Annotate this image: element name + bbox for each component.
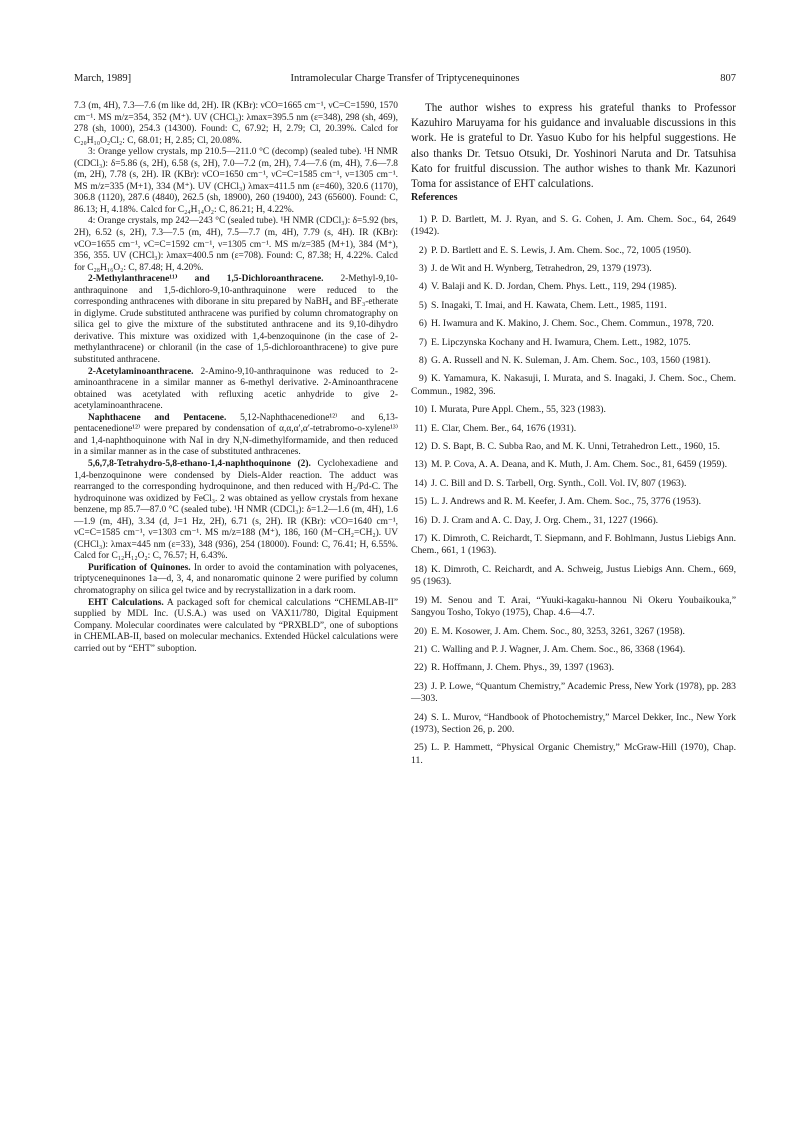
reference-text: E. Clar, Chem. Ber., 64, 1676 (1931). — [431, 422, 577, 434]
paragraph-text: 3: Orange yellow crystals, mp 210.5—211.0 °C (decomp) (sealed tube). ¹H NMR (CDCl₃): δ=5.86 (s, 2H), 6.58 (s, 2H), 7.0—7.2 (m, 2H), 7.4—7.6 (m, 4H), 7.6—7.8 (m, 2H), 7.78 (s, 2H). IR (KBr): νCO=1650 cm⁻¹, νC=C=1585 cm⁻¹, ν=1305 cm⁻¹. MS m/z=335 (M+1), 334 (M⁺). UV (CHCl₃) λmax=411.5 nm (ε=460), 320.6 (1170), 306.8 (1120), 287.6 (4840), 262.5 (sh, 18900), 260 (19400), 243 (65600). Found: C, 86.13; H, 4.18%. Calcd for C₂₄H₁₄O₂: C, 86.21; H, 4.22%. — [74, 147, 398, 215]
paragraph-text: 4: Orange crystals, mp 242—243 °C (sealed tube). ¹H NMR (CDCl₃): δ=5.92 (brs, 2H), 6.52 (s, 2H), 7.3—7.5 (m, 4H), 7.5—7.7 (m, 4H), 7.79 (s, 4H). IR (KBr): νCO=1655 cm⁻¹, νC=C=1592 cm⁻¹, ν=1305 cm⁻¹. MS m/z=385 (M+1), 384 (M⁺), 356, 355. UV (CHCl₃): λmax=400.5 nm (ε=708). Found: C, 87.38; H, 4.22%. Calcd for C₂₈H₁₆O₂: C, 87.48; H, 4.20%. — [74, 216, 398, 273]
paragraph-text: In order to avoid the contamination with polyacenes, triptycenequinones 1a—d, 3, 4, and nonaromatic quinone 2 were purified by column chromatography on silica gel twice and by recrystallization in a dark room. — [74, 562, 398, 596]
reference-list — [411, 214, 736, 767]
reference-text: R. Hoffmann, J. Chem. Phys., 39, 1397 (1963). — [431, 662, 615, 674]
paragraph — [74, 367, 398, 413]
reference-text: V. Balaji and K. D. Jordan, Chem. Phys. Lett., 119, 294 (1985). — [431, 281, 677, 293]
reference-item — [411, 712, 736, 737]
acknowledgment: The author wishes to express his grateful thanks to Professor Kazuhiro Maruyama for his guidance and invaluable discussions in this work. He is grateful to Dr. Yasuo Kubo for his helpful suggestions. He also thanks Dr. Tetsuo Otsuki, Dr. Yoshinori Naruta and Dr. Tatsuhisa Kato for fruitful discussion. The author wishes to thank Mr. Kazunori Toma for assistance of EHT calculations. — [411, 102, 736, 191]
paragraph-text: 2-Methyl-9,10-anthraquinone and 1,5-dichloro-9,10-anthraquinone were reduced to the corresponding anthracenes with diborane in situ prepared by NaBH₄ and BF₃-etherate in diglyme. Crude substituted anthracene was purified by column chromatography on silica gel to give the mixture of the substituted anthracene and its 9,10-dihydro derivative. This mixture was oxidized with 1,4-benzoquinone (in the case of 2-methylanthracene) or chloranil (in the case of 1,5-dichloroanthracene) to give pure substituted anthracene. — [74, 274, 398, 366]
reference-item — [411, 595, 736, 620]
reference-text: L. P. Hammett, “Physical Organic Chemistry,” McGraw-Hill (1970), Chap. 11. — [411, 742, 736, 766]
reference-item — [411, 681, 736, 706]
reference-number: 2) — [418, 244, 427, 256]
run-in-heading: 5,6,7,8-Tetrahydro-5,8-ethano-1,4-naphthoquinone (2). — [88, 458, 311, 469]
reference-item — [411, 644, 736, 656]
reference-text: K. Yamamura, K. Nakasuji, I. Murata, and S. Inagaki, J. Chem. Soc., Chem. Commun., 1982, 396. — [411, 373, 736, 397]
reference-item — [411, 373, 736, 398]
reference-item — [411, 441, 736, 453]
reference-text: K. Dimroth, C. Reichardt, T. Siepmann, and F. Bohlmann, Justus Liebigs Ann. Chem., 661, 1 (1963). — [411, 533, 736, 557]
reference-item — [411, 263, 736, 275]
reference-item — [411, 742, 736, 767]
reference-text: D. S. Bapt, B. C. Subba Rao, and M. K. Unni, Tetrahedron Lett., 1960, 15. — [431, 441, 720, 453]
reference-number: 21) — [414, 643, 427, 655]
reference-number: 23) — [414, 680, 427, 692]
reference-number: 14) — [414, 477, 427, 489]
run-in-heading: Purification of Quinones. — [88, 562, 191, 573]
reference-text: E. M. Kosower, J. Am. Chem. Soc., 80, 3253, 3261, 3267 (1958). — [431, 625, 685, 637]
reference-text: J. de Wit and H. Wynberg, Tetrahedron, 29, 1379 (1973). — [431, 262, 652, 274]
reference-number: 6) — [418, 318, 427, 330]
paragraph — [74, 216, 398, 274]
reference-number: 17) — [414, 533, 427, 545]
reference-item — [411, 459, 736, 471]
reference-number: 24) — [414, 711, 427, 723]
reference-number: 18) — [414, 563, 427, 575]
reference-text: J. P. Lowe, “Quantum Chemistry,” Academic Press, New York (1978), pp. 283—303. — [411, 680, 736, 705]
right-column — [411, 101, 736, 773]
reference-item — [411, 245, 736, 257]
reference-text: J. C. Bill and D. S. Tarbell, Org. Synth., Coll. Vol. IV, 807 (1963). — [431, 477, 687, 489]
paragraph — [74, 274, 398, 366]
reference-number: 12) — [414, 441, 427, 453]
reference-text: S. L. Murov, “Handbook of Photochemistry,” Marcel Dekker, Inc., New York (1973), Section 26, p. 200. — [411, 711, 736, 735]
paragraph-text: 7.3 (m, 4H), 7.3—7.6 (m like dd, 2H). IR (KBr): νCO=1665 cm⁻¹, νC=C=1590, 1570 cm⁻¹. MS m/z=354, 352 (M⁺). UV (CHCl₃): λmax=395.5 nm (ε=348), 298 (sh, 469), 278 (sh, 1000), 254.3 (14300). Found: C, 67.92; H, 2.79; Cl, 20.39%. Calcd for C₂₀H₁₀O₂Cl₂: C, 68.01; H, 2.85; Cl, 20.08%. — [74, 101, 398, 146]
reference-text: P. D. Bartlett, M. J. Ryan, and S. G. Cohen, J. Am. Chem. Soc., 64, 2649 (1942). — [411, 213, 736, 238]
reference-text: P. D. Bartlett and E. S. Lewis, J. Am. Chem. Soc., 72, 1005 (1950). — [431, 244, 692, 256]
reference-text: M. Senou and T. Arai, “Yuuki-kagaku-hannou Ni Okeru Youbaikouka,” Sangyou Tosho, Tokyo (1975), Chap. 4.6—4.7. — [411, 594, 736, 619]
reference-number: 10) — [414, 404, 427, 416]
reference-text: M. P. Cova, A. A. Deana, and K. Muth, J. Am. Chem. Soc., 81, 6459 (1959). — [431, 459, 727, 471]
reference-item — [411, 626, 736, 638]
paragraph — [74, 598, 398, 656]
run-in-heading: 2-Methylanthracene¹¹⁾ and 1,5-Dichloroanthracene. — [88, 274, 324, 285]
run-in-heading: EHT Calculations. — [88, 597, 164, 608]
reference-item — [411, 533, 736, 558]
reference-text: G. A. Russell and N. K. Suleman, J. Am. Chem. Soc., 103, 1560 (1981). — [431, 355, 711, 367]
reference-item — [411, 515, 736, 527]
paragraph — [74, 147, 398, 216]
reference-number: 1) — [418, 213, 427, 225]
reference-number: 5) — [418, 299, 427, 311]
reference-text: D. J. Cram and A. C. Day, J. Org. Chem., 31, 1227 (1966). — [431, 514, 659, 526]
reference-text: E. Lipczynska Kochany and H. Iwamura, Chem. Lett., 1982, 1075. — [431, 336, 691, 348]
reference-text: I. Murata, Pure Appl. Chem., 55, 323 (1983). — [431, 404, 606, 416]
reference-item — [411, 281, 736, 293]
page-number: 807 — [720, 73, 736, 84]
page-header — [74, 73, 736, 89]
run-in-heading: 2-Acetylaminoanthracene. — [88, 366, 194, 377]
reference-text: L. J. Andrews and R. M. Keefer, J. Am. Chem. Soc., 75, 3776 (1953). — [431, 496, 702, 508]
reference-item — [411, 404, 736, 416]
reference-item — [411, 355, 736, 367]
reference-number: 22) — [414, 662, 427, 674]
reference-item — [411, 564, 736, 589]
paragraph-text: A packaged soft for chemical calculations “CHEMLAB-II” supplied by MDL Inc. (U.S.A.) was used on VAX11/780, Digital Equipment Company. Molecular coordinates were calculated by “PRXBLD”, one of suboptions in CHEMLAB-II, based on molecular mechanics. Extended Hückel calculations were carried out by “EHT” suboption. — [74, 597, 398, 654]
references-heading: References — [411, 192, 458, 204]
paragraph — [74, 101, 398, 147]
reference-number: 9) — [418, 373, 427, 385]
paragraph-text: 5,12-Naphthacenedione¹²⁾ and 6,13-pentacenedione¹²⁾ were prepared by condensation of α,α,α′,α′-tetrabromo-o-xylene¹³⁾ and 1,4-naphthoquinone with NaI in dry N,N-dimethylformamide, and then reduced in a similar manner as in the case of substituted anthracenes. — [74, 412, 398, 458]
reference-item — [411, 478, 736, 490]
paragraph — [74, 459, 398, 563]
reference-text: S. Inagaki, T. Imai, and H. Kawata, Chem. Lett., 1985, 1191. — [431, 299, 667, 311]
reference-item — [411, 214, 736, 239]
reference-item — [411, 300, 736, 312]
paragraph — [74, 413, 398, 459]
paragraph — [74, 563, 398, 598]
reference-item — [411, 496, 736, 508]
reference-number: 11) — [414, 422, 427, 434]
reference-number: 19) — [414, 594, 427, 606]
reference-number: 8) — [418, 355, 427, 367]
reference-number: 25) — [414, 742, 427, 754]
reference-text: H. Iwamura and K. Makino, J. Chem. Soc., Chem. Commun., 1978, 720. — [431, 318, 714, 330]
paragraph-text: 2-Amino-9,10-anthraquinone was reduced to 2-aminoanthracene in a similar manner as 6-methyl derivative. 2-Aminoanthracene obtained was acetylated with refluxing acetic anhydride to give 2-acetylaminoanthracene. — [74, 366, 398, 412]
reference-text: C. Walling and P. J. Wagner, J. Am. Chem. Soc., 86, 3368 (1964). — [431, 643, 686, 655]
reference-item — [411, 318, 736, 330]
reference-number: 13) — [414, 459, 427, 471]
paragraph-text: Cyclohexadiene and 1,4-benzoquinone were condensed by Diels-Alder reaction. The adduct was rearranged to the corresponding hydroquinone, and then reduced with H₂/Pd-C. The hydroquinone was oxidized by FeCl₃. 2 was obtained as yellow crystals from hexane benzene, mp 85.7—87.0 °C (sealed tube). ¹H NMR (CDCl₃): δ=1.2—1.6 (m, 4H), 1.6—1.9 (m, 4H), 3.34 (d, J=1 Hz, 2H), 6.71 (s, 2H). IR (KBr): νCO=1640 cm⁻¹, νC=C=1585 cm⁻¹, ν=1303 cm⁻¹. MS m/z=188 (M⁺), 186, 160 (M−CH₂=CH₂). UV (CHCl₃): λmax=445 nm (ε=33), 348 (936), 254 (18000). Found: C, 76.41; H, 6.55%. Calcd for C₁₂H₁₂O₂: C, 76.57; H, 6.43%. — [74, 458, 399, 562]
reference-number: 15) — [414, 496, 427, 508]
reference-item — [411, 423, 736, 435]
reference-number: 7) — [418, 336, 427, 348]
reference-number: 3) — [418, 262, 427, 274]
reference-number: 20) — [414, 625, 427, 637]
reference-item — [411, 337, 736, 349]
journal-date: March, 1989] — [74, 73, 132, 84]
reference-number: 4) — [418, 281, 427, 293]
reference-text: K. Dimroth, C. Reichardt, and A. Schweig, Justus Liebigs Ann. Chem., 669, 95 (1963). — [411, 563, 736, 588]
reference-number: 16) — [414, 514, 427, 526]
left-column — [74, 101, 398, 655]
reference-item — [411, 662, 736, 674]
running-title: Intramolecular Charge Transfer of Triptycenequinones — [290, 73, 520, 84]
run-in-heading: Naphthacene and Pentacene. — [88, 412, 227, 423]
